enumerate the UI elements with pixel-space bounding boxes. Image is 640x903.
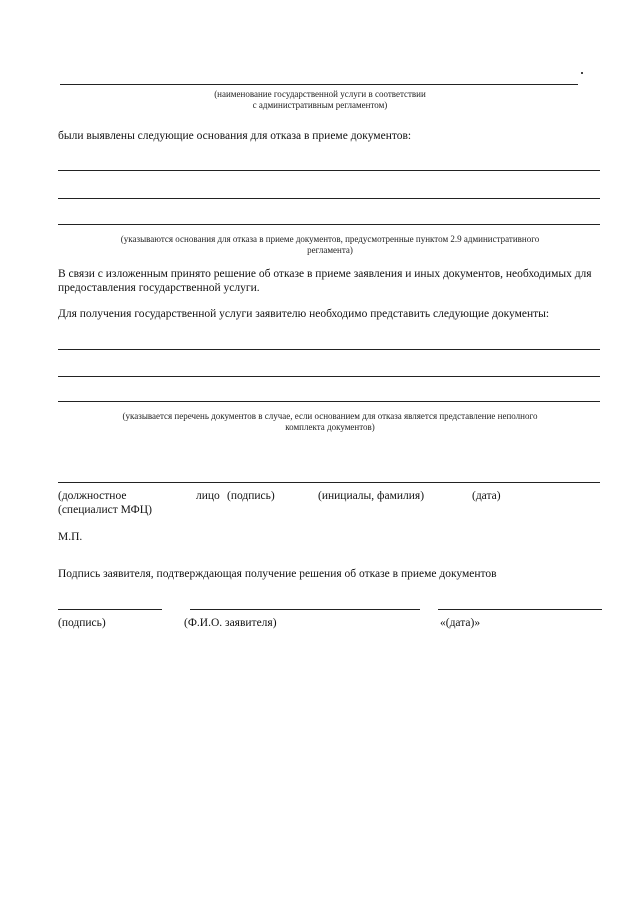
- applicant-statement: Подпись заявителя, подтверждающая получение решения об отказе в приеме документов: [58, 568, 497, 580]
- service-name-line: [60, 84, 578, 85]
- reasons-intro: были выявлены следующие основания для отказа в приеме документов:: [58, 130, 412, 142]
- official-signature-label: (подпись): [227, 490, 275, 502]
- applicant-date-line: [438, 609, 602, 610]
- decision-paragraph: В связи с изложенным принято решение об отказе в приеме заявления и иных документов, необходимых для предоставления государственной услуги.: [58, 268, 592, 294]
- official-date-label: (дата): [472, 490, 501, 502]
- documents-note-line2: комплекта документов): [285, 422, 375, 432]
- official-person-label: лицо: [196, 490, 220, 502]
- documents-note-line1: (указывается перечень документов в случае, если основанием для отказа является представление неполного: [122, 411, 538, 421]
- documents-line-1: [58, 349, 600, 350]
- official-specialist-label: (специалист МФЦ): [58, 504, 152, 516]
- documents-note: [60, 411, 600, 433]
- applicant-fio-line: [190, 609, 420, 610]
- applicant-signature-line: [58, 609, 162, 610]
- reasons-note-line1: (указываются основания для отказа в приеме документов, предусмотренные пунктом 2.9 административного: [120, 234, 540, 244]
- reasons-line-1: [58, 170, 600, 171]
- service-name-note-line1: (наименование государственной услуги в соответствии: [214, 89, 426, 99]
- reasons-line-2: [58, 198, 600, 199]
- reasons-note: [60, 234, 600, 256]
- documents-intro: Для получения государственной услуги заявителю необходимо представить следующие документы:: [58, 308, 550, 320]
- official-position-label: (должностное: [58, 490, 127, 502]
- documents-line-2: [58, 376, 600, 377]
- applicant-signature-label: (подпись): [58, 617, 106, 629]
- reasons-note-line2: регламента): [307, 245, 353, 255]
- documents-line-3: [58, 401, 600, 402]
- reasons-line-3: [58, 224, 600, 225]
- stamp-place: М.П.: [58, 531, 83, 543]
- corner-mark: [581, 72, 583, 74]
- service-name-note: [120, 89, 520, 111]
- official-initials-label: (инициалы, фамилия): [318, 490, 425, 502]
- applicant-fio-label: (Ф.И.О. заявителя): [184, 617, 277, 629]
- service-name-note-line2: с административным регламентом): [252, 100, 388, 110]
- official-signature-line: [58, 482, 600, 483]
- applicant-date-label: «(дата)»: [440, 617, 481, 629]
